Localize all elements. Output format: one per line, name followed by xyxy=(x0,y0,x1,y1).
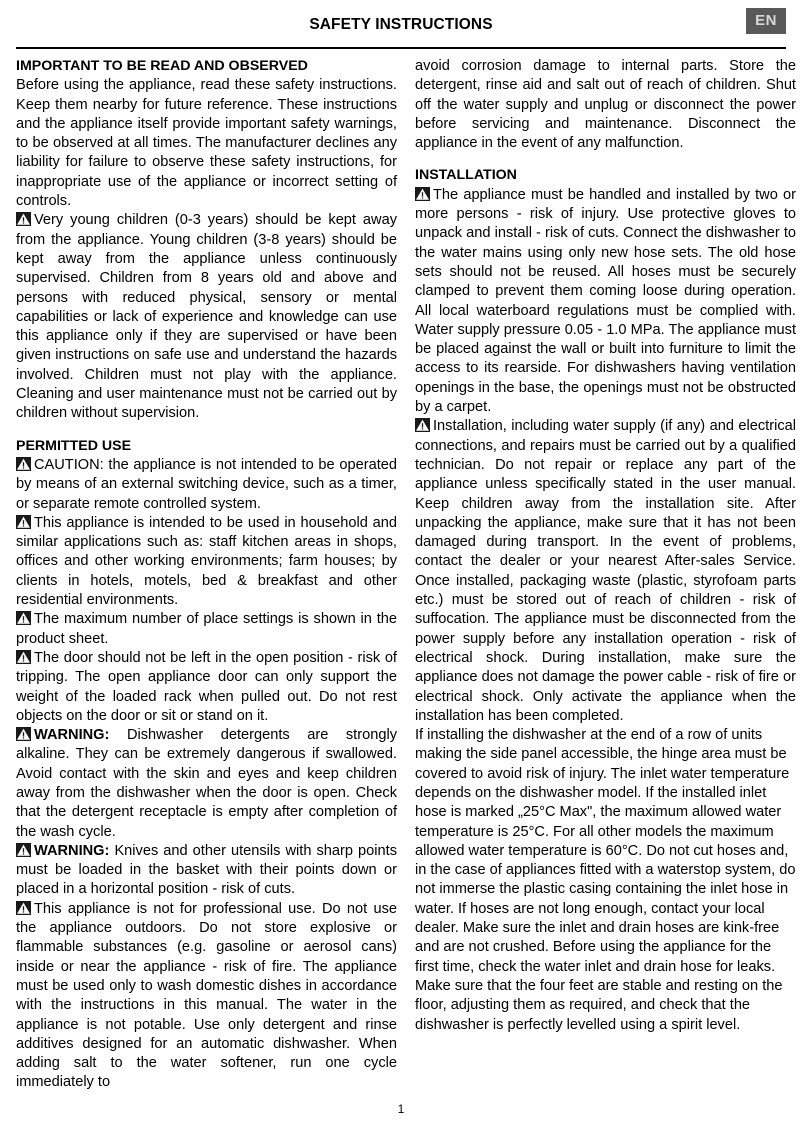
paragraph-text: This appliance is not for professional use. Do not use the appliance outdoors. Do not store explosive or flammable substances (e.g. gasoline or aerosol cans) inside or near the appliance - risk of fire. The appliance must be used only to wash domestic dishes in accordance with the instructions in this manual. The water in the appliance is not potable. Use only detergent and rinse additives designed for an automatic dishwasher. When adding salt to the water softener, run one cycle immediately to xyxy=(16,900,397,1091)
paragraph-continuation-corrosion: avoid corrosion damage to internal parts. Store the detergent, rinse aid and salt out of reach of children. Shut off the water supply and unplug or disconnect the power before servicing and maintenance. Disconnect the appliance in the event of any malfunction. xyxy=(415,58,796,152)
paragraph-warning-knives xyxy=(16,842,397,900)
paragraph-text: Dishwasher detergents are strongly alkaline. They can be extremely dangerous if swallowed. Avoid contact with the skin and eyes and keep children away from the dishwasher when the door is open. Check that the detergent receptacle is empty after completion of the wash cycle. xyxy=(16,727,397,840)
paragraph-text: This appliance is intended to be used in household and similar applications such as: staff kitchen areas in shops, offices and other working environments; farm houses; by clients in hotels, motels, bed & breakfast and other residential environments. xyxy=(16,514,397,609)
paragraph-end-of-row-installation: If installing the dishwasher at the end of a row of units making the side panel accessible, the hinge area must be covered to avoid risk of injury. The inlet water temperature depends on the dishwasher model. If the installed inlet hose is marked „25°C Max", the maximum allowed water temperature is 25°C. For all other models the maximum allowed water temperature is 60°C. Do not cut hoses and, in the case of appliances fitted with a waterstop system, do not immerse the plastic casing containing the inlet hose in water. If hoses are not long enough, contact your local dealer. Make sure the inlet and drain hoses are kink-free and are not crushed. Before using the appliance for the first time, check the water inlet and drain hose for leaks. Make sure that the four feet are stable and resting on the floor, adjusting them as required, and check that the dishwasher is perfectly levelled using a spirit level. xyxy=(415,727,796,1033)
section-heading-permitted-use: PERMITTED USE xyxy=(16,437,132,454)
paragraph-text: The maximum number of place settings is shown in the product sheet. xyxy=(16,611,397,647)
section-heading-installation: INSTALLATION xyxy=(415,167,517,184)
paragraph-household-use xyxy=(16,514,397,610)
warning-triangle-icon xyxy=(16,457,31,471)
section-heading-important: IMPORTANT TO BE READ AND OBSERVED xyxy=(16,58,308,74)
paragraph-qualified-technician xyxy=(415,417,796,726)
warning-triangle-icon xyxy=(16,650,31,664)
paragraph-text: The door should not be left in the open position - risk of tripping. The open appliance door can only support the weight of the loaded rack when pulled out. Do not rest objects on the door or sit or stand on it. xyxy=(16,649,397,724)
paragraph-before-using: Before using the appliance, read these safety instructions. Keep them nearby for future reference. These instructions and the appliance itself provide important safety warnings, to be observed at all times. The manufacturer declines any liability for failure to observe these safety instructions, for inappropriate use of the appliance or incorrect setting of controls. xyxy=(16,77,397,210)
paragraph-text: Installation, including water supply (if any) and electrical connections, and repairs must be carried out by a qualified technician. Do not repair or replace any part of the appliance unless specifically stated in the user manual. Keep children away from the installation site. After unpacking the appliance, make sure that it has not been damaged during transport. In the event of problems, contact the dealer or your nearest After-sales Service. Once installed, packaging waste (plastic, styrofoam parts etc.) must be stored out of reach of children - risk of suffocation. The appliance must be disconnected from the power supply before any installation operation - risk of electrical shock. During installation, make sure the appliance does not damage the power cable - risk of fire or electrical shock. Only activate the appliance when the installation has been completed. xyxy=(415,418,796,724)
left-column xyxy=(16,57,397,1098)
warning-triangle-icon xyxy=(16,611,31,625)
paragraph-text: Knives and other utensils with sharp points must be loaded in the basket with their points down or placed in a horizontal position - risk of cuts. xyxy=(16,842,397,898)
content-columns xyxy=(16,57,796,1098)
paragraph-not-professional-use xyxy=(16,900,397,1093)
warning-label: WARNING: xyxy=(34,842,110,859)
page-title: SAFETY INSTRUCTIONS xyxy=(309,16,493,33)
paragraph-place-settings xyxy=(16,610,397,649)
warning-triangle-icon xyxy=(16,727,31,741)
paragraph-handled-installed xyxy=(415,186,796,418)
paragraph-text: Very young children (0-3 years) should be kept away from the appliance. Young children (3-8 years) should be kept away from the appliance unless continuously supervised. Children from 8 years old and above and persons with reduced physical, sensory or mental capabilities or lack of experience and knowledge can use this appliance only if they are supervised or have been given instructions on safe use and understand the hazards involved. Children must not play with the appliance. Cleaning and user maintenance must not be carried out by children without supervision. xyxy=(16,212,397,422)
warning-triangle-icon xyxy=(16,212,31,226)
paragraph-caution-external-device xyxy=(16,456,397,514)
warning-triangle-icon xyxy=(16,843,31,857)
paragraph-text: CAUTION: the appliance is not intended to be operated by means of an external switching device, such as a timer, or separate remote controlled system. xyxy=(16,456,397,512)
page-header xyxy=(16,0,786,40)
page-footer xyxy=(0,1102,802,1116)
warning-label: WARNING: xyxy=(34,727,110,744)
page-number: 1 xyxy=(397,1102,405,1116)
warning-triangle-icon xyxy=(415,187,430,201)
right-column xyxy=(415,57,796,1098)
warning-triangle-icon xyxy=(16,901,31,915)
paragraph-very-young-children xyxy=(16,211,397,423)
paragraph-door-open-position xyxy=(16,649,397,726)
warning-triangle-icon xyxy=(415,418,430,432)
header-divider xyxy=(16,47,786,49)
language-badge: EN xyxy=(746,8,786,34)
paragraph-warning-detergents xyxy=(16,726,397,842)
warning-triangle-icon xyxy=(16,515,31,529)
paragraph-text: The appliance must be handled and installed by two or more persons - risk of injury. Use protective gloves to unpack and install - risk of cuts. Connect the dishwasher to the water mains using only new hose sets. The old hose sets should not be reused. All hoses must be securely clamped to prevent them coming loose during operation. All local waterboard regulations must be complied with. Water supply pressure 0.05 - 1.0 MPa. The appliance must be placed against the wall or built into furniture to limit the access to its rearside. For dishwashers having ventilation openings in the base, the openings must not be obstructed by a carpet. xyxy=(415,186,796,416)
